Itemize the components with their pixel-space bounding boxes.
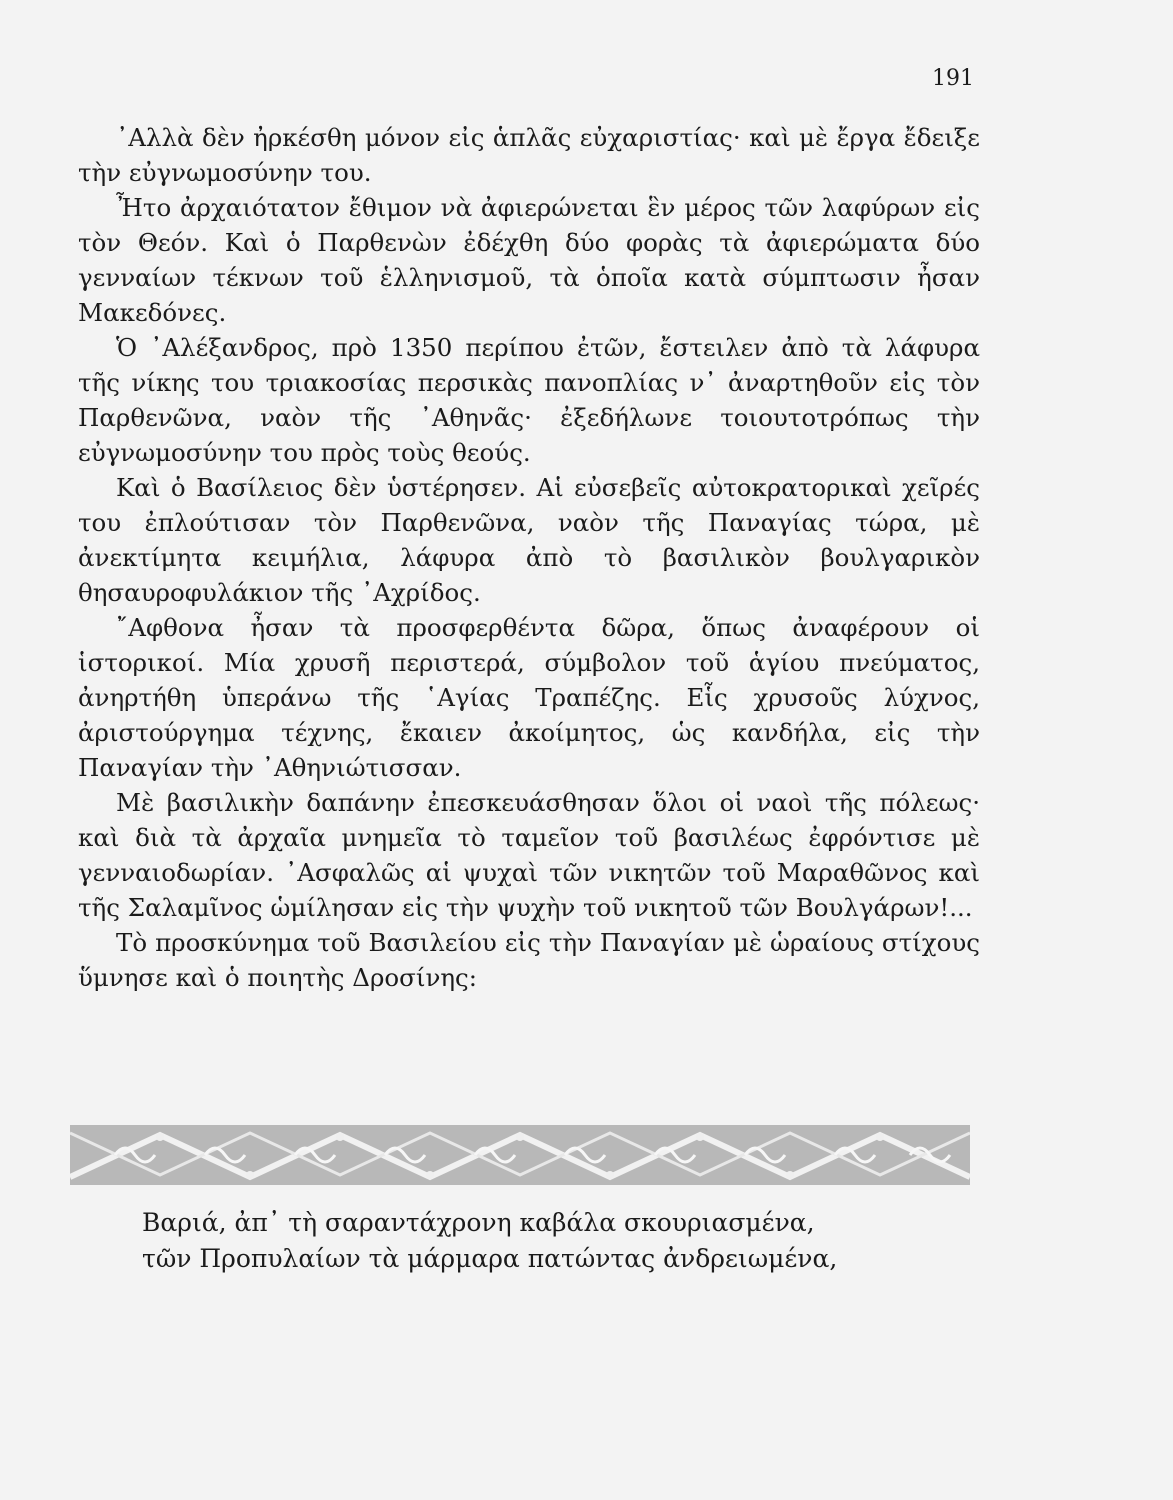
body-text [78,120,980,995]
poem-line: τῶν Προπυλαίων τὰ μάρμαρα πατώντας ἀνδρειωμένα, [142,1244,838,1273]
paragraph: Ἦτο ἀρχαιότατον ἔθιμον νὰ ἀφιερώνεται ἓν μέρος τῶν λαφύρων εἰς τὸν Θεόν. Καὶ ὁ Παρθενὼν ἐδέχθη δύο φορὰς τὰ ἀφιερώματα δύο γενναίων τέκνων τοῦ ἑλληνισμοῦ, τὰ ὁποῖα κατὰ σύμπτωσιν ἦσαν Μακεδόνες. [78,193,980,327]
paragraph: ᾿Αλλὰ δὲν ἠρκέσθη μόνον εἰς ἁπλᾶς εὐχαριστίας· καὶ μὲ ἔργα ἔδειξε τὴν εὐγνωμοσύνην του. [78,123,980,187]
paragraph: Καὶ ὁ Βασίλειος δὲν ὑστέρησεν. Αἱ εὐσεβεῖς αὐτοκρατορικαὶ χεῖρές του ἐπλούτισαν τὸν Παρθενῶνα, ναὸν τῆς Παναγίας τώρα, μὲ ἀνεκτίμητα κειμήλια, λάφυρα ἀπὸ τὸ βασιλικὸν βουλγαρικὸν θησαυροφυλάκιον τῆς ᾿Αχρίδος. [78,473,980,607]
paragraph: ῎Αφθονα ἦσαν τὰ προσφερθέντα δῶρα, ὅπως ἀναφέρουν οἱ ἱστορικοί. Μία χρυσῆ περιστερά, σύμβολον τοῦ ἁγίου πνεύματος, ἀνηρτήθη ὑπεράνω τῆς ῾Αγίας Τραπέζης. Εἷς χρυσοῦς λύχνος, ἀριστούργημα τέχνης, ἔκαιεν ἀκοίμητος, ὡς κανδήλα, εἰς τὴν Παναγίαν τὴν ᾿Αθηνιώτισσαν. [78,613,980,782]
poem-line: Βαριά, ἀπ᾿ τὴ σαραντάχρονη καβάλα σκουριασμένα, [142,1208,815,1237]
paragraph: Τὸ προσκύνημα τοῦ Βασιλείου εἰς τὴν Παναγίαν μὲ ὡραίους στίχους ὕμνησε καὶ ὁ ποιητὴς Δροσίνης: [78,928,980,992]
paragraph: Ὁ ᾿Αλέξανδρος, πρὸ 1350 περίπου ἐτῶν, ἔστειλεν ἀπὸ τὰ λάφυρα τῆς νίκης του τριακοσίας περσικὰς πανοπλίας ν᾿ ἀναρτηθοῦν εἰς τὸν Παρθενῶνα, ναὸν τῆς ᾿Αθηνᾶς· ἐξεδήλωνε τοιουτοτρόπως τὴν εὐγνωμοσύνην του πρὸς τοὺς θεούς. [78,333,980,467]
page-number: 191 [932,66,974,91]
decorative-border-ornament [70,1125,970,1185]
poem [142,1205,962,1277]
paragraph: Μὲ βασιλικὴν δαπάνην ἐπεσκευάσθησαν ὅλοι οἱ ναοὶ τῆς πόλεως· καὶ διὰ τὰ ἀρχαῖα μνημεῖα τὸ ταμεῖον τοῦ βασιλέως ἐφρόντισε μὲ γενναιοδωρίαν. ᾿Ασφαλῶς αἱ ψυχαὶ τῶν νικητῶν τοῦ Μαραθῶνος καὶ τῆς Σαλαμῖνος ὡμίλησαν εἰς τὴν ψυχὴν τοῦ νικητοῦ τῶν Βουλγάρων!... [78,788,980,922]
